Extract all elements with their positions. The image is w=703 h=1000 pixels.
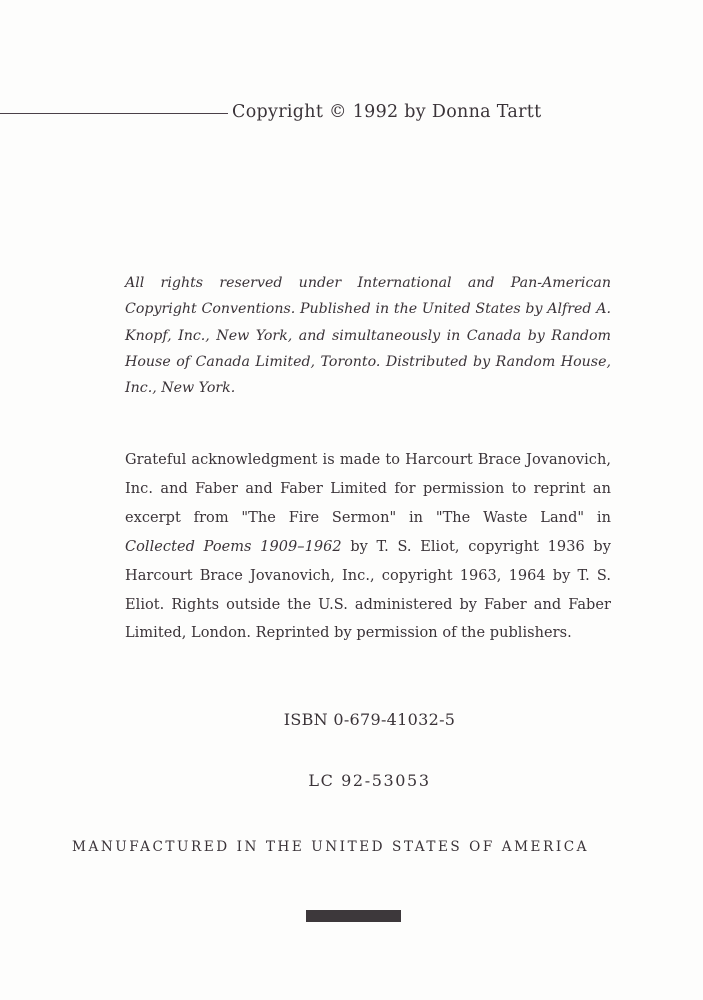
horizontal-rule <box>0 113 228 114</box>
acknowledgment-book-title: Collected Poems 1909–1962 <box>125 538 342 555</box>
copyright-notice: Copyright © 1992 by Donna Tartt <box>232 102 542 122</box>
rights-reserved-paragraph: All rights reserved under International and Pan-American Copyright Conventions. Published in the United States by Alfred A. Knopf, Inc., New York, and simultaneously in Canada by Random House of Canada Limited, Toronto. Distributed by Random House, Inc., New York. <box>125 275 611 397</box>
acknowledgment-paragraph <box>125 446 611 648</box>
acknowledgment-text-2: by T. S. Eliot, copyright 1936 by Harcourt Brace Jovanovich, Inc., copyright 1963, 1964 by T. S. Eliot. Rights outside the U.S. administered by Faber and Faber Limited, London. Reprinted by permission of the publishers. <box>125 538 611 642</box>
decorative-bar <box>306 910 401 922</box>
acknowledgment-text-1: Grateful acknowledgment is made to Harcourt Brace Jovanovich, Inc. and Faber and Faber Limited for permission to reprint an excerpt from "The Fire Sermon" in "The Waste Land" in <box>125 452 611 526</box>
manufactured-notice: MANUFACTURED IN THE UNITED STATES OF AMERICA <box>72 839 590 855</box>
lc-number: LC 92-53053 <box>308 771 431 790</box>
isbn-number: ISBN 0-679-41032-5 <box>283 710 456 729</box>
